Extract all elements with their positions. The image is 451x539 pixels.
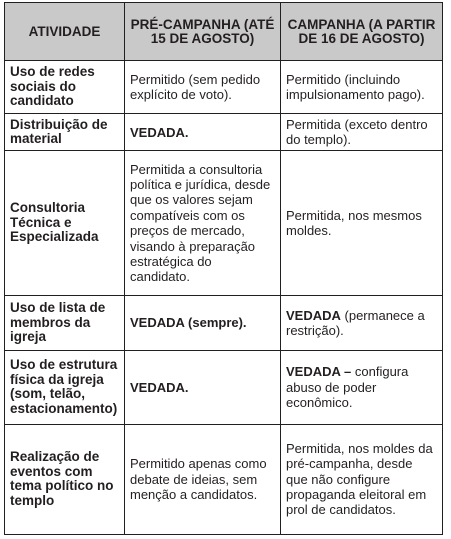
table-row — [5, 295, 443, 350]
comparison-table — [4, 2, 443, 535]
header-campaign: CAMPANHA (A PARTIR DE 16 DE AGOSTO) — [281, 3, 443, 61]
activity-cell: Uso de estrutura física da igreja (som, telão, estacionamento) — [5, 351, 125, 424]
pre-campaign-text: Permitida a consultoria política e jurídica, desde que os valores sejam compatíveis com os preços de mercado, visando à preparação estratégica do candidato. — [130, 161, 271, 285]
table-row — [5, 351, 443, 424]
table-row — [5, 424, 443, 535]
pre-campaign-cell — [125, 151, 281, 296]
campaign-text: Permitida (exceto dentro do templo). — [286, 116, 428, 148]
campaign-text: configura abuso de poder econômico. — [286, 364, 409, 411]
activity-cell: Distribuição de material — [5, 114, 125, 151]
activity-cell: Realização de eventos com tema político no templo — [5, 424, 125, 535]
activity-cell: Uso de lista de membros da igreja — [5, 295, 125, 350]
campaign-cell — [281, 351, 443, 424]
pre-campaign-cell — [125, 351, 281, 424]
campaign-cell — [281, 295, 443, 350]
campaign-text: (permanece a restrição). — [286, 307, 425, 339]
pre-campaign-cell — [125, 114, 281, 151]
campaign-text: Permitida, nos mesmos moldes. — [286, 207, 422, 239]
activity-cell: Uso de redes sociais do candidato — [5, 61, 125, 114]
pre-campaign-cell — [125, 61, 281, 114]
table-row — [5, 114, 443, 151]
table-row — [5, 151, 443, 296]
pre-campaign-strong: VEDADA. — [130, 379, 189, 395]
campaign-strong: VEDADA – — [286, 364, 352, 380]
campaign-text: Permitida, nos moldes da pré-campanha, desde que não configure propaganda eleitoral em prol de candidatos. — [286, 440, 433, 518]
header-pre-campaign: PRÉ-CAMPANHA (ATÉ 15 DE AGOSTO) — [125, 3, 281, 61]
campaign-strong: VEDADA — [286, 307, 341, 323]
table-row — [5, 61, 443, 114]
pre-campaign-strong: VEDADA. — [130, 124, 189, 140]
pre-campaign-text: Permitido apenas como debate de ideias, sem menção a candidatos. — [130, 456, 267, 502]
campaign-text: Permitido (incluindo impulsionamento pago). — [286, 71, 425, 103]
campaign-cell — [281, 61, 443, 114]
pre-campaign-cell — [125, 424, 281, 535]
header-row — [5, 3, 443, 61]
pre-campaign-cell — [125, 295, 281, 350]
campaign-cell — [281, 114, 443, 151]
campaign-cell — [281, 424, 443, 535]
header-activity: ATIVIDADE — [5, 3, 125, 61]
pre-campaign-strong: VEDADA (sempre). — [130, 315, 247, 331]
campaign-cell — [281, 151, 443, 296]
pre-campaign-text: Permitido (sem pedido explícito de voto). — [130, 71, 261, 103]
activity-cell: Consultoria Técnica e Especializada — [5, 151, 125, 296]
